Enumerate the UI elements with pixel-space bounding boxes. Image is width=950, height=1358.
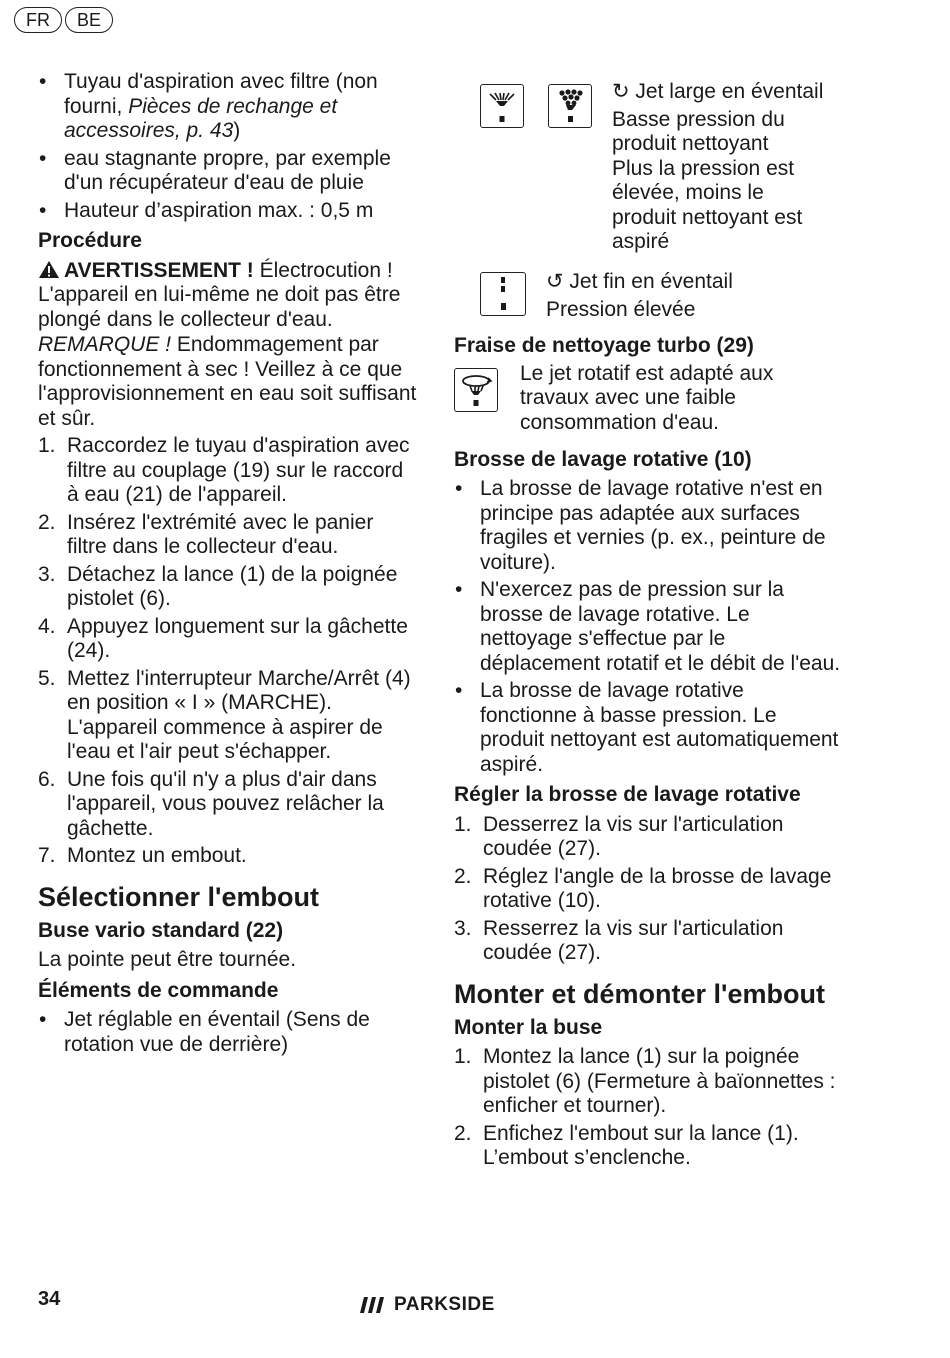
jet-large-title: ↻ Jet large en éventail [612,80,824,103]
warning-label: AVERTISSEMENT ! [64,258,254,282]
list-item: • La brosse de lavage rotative n'est en principe pas adaptée aux surfaces fragiles et vernies (p. ex., peinture de voiture). [454,477,844,575]
regler-steps [454,813,844,966]
turbo-text: Le jet rotatif est adapté aux travaux avec une faible consommation d'eau. [520,361,774,434]
jet-large-text-2: Plus la pression est élevée, moins le produit nettoyant est aspiré [612,156,803,253]
regler-heading: Régler la brosse de lavage rotative [454,783,801,806]
language-badge-be: BE [65,7,113,33]
turbo-heading: Fraise de nettoyage turbo (29) [454,334,754,357]
list-item: • Hauteur d’aspiration max. : 0,5 m [38,199,418,224]
warning-paragraph: AVERTISSEMENT ! Électrocution ! L'appareil en lui-même ne doit pas être plongé dans le collecteur d'eau. [38,258,401,331]
buse-text: La pointe peut être tournée. [38,948,297,971]
list-item: 2. Enfichez l'embout sur la lance (1). L’embout s’enclenche. [454,1121,799,1169]
brosse-bullet-list [454,477,844,777]
section-title-select-nozzle: Sélectionner l'embout [38,881,319,912]
foam-jet-icon [548,84,592,128]
jet-fin-block [454,272,844,330]
list-item: 5. Mettez l'interrupteur Marche/Arrêt (4) en position « I » (MARCHE). L'appareil commence à aspirer de l'eau et l'air peut s'échapper. [38,666,411,763]
list-item: 3. Resserrez la vis sur l'articulation coudée (27). [454,916,784,964]
list-item: • eau stagnante propre, par exemple d'un récupérateur d'eau de pluie [38,147,418,196]
section-title-mount-nozzle: Monter et démonter l'embout [454,978,825,1009]
parkside-stripes-icon [360,1297,386,1313]
list-item: • Tuyau d'aspiration avec filtre (non fourni, Pièces de rechange et accessoires, p. 43) [38,70,418,144]
list-item: 2. Réglez l'angle de la brosse de lavage rotative (10). [454,864,832,912]
right-column [454,80,844,1174]
jet-large-text: Basse pression du produit nettoyant [612,107,785,155]
note-paragraph: REMARQUE ! Endommagement par fonctionnement à sec ! Veillez à ce que l'approvisionnement en eau soit suffisant et sûr. [38,333,417,430]
procedure-heading: Procédure [38,229,142,252]
turbo-nozzle-icon [454,368,498,412]
brosse-heading: Brosse de lavage rotative (10) [454,447,752,471]
list-item: 6. Une fois qu'il n'y a plus d'air dans l'appareil, vous pouvez relâcher la gâchette. [38,767,384,840]
turbo-block [454,361,844,442]
list-item: 1. Montez la lance (1) sur la poignée pistolet (6) (Fermeture à baïonnettes : enficher et tourner). [454,1045,836,1117]
list-item: 1. Raccordez le tuyau d'aspiration avec filtre au couplage (19) sur le raccord à eau (21) de l'appareil. [38,434,410,506]
list-item: 3. Détachez la lance (1) de la poignée pistolet (6). [38,562,398,610]
fine-fan-icon [480,272,526,316]
list-item: 4. Appuyez longuement sur la gâchette (24). [38,614,408,662]
elements-heading: Éléments de commande [38,978,279,1002]
procedure-steps [38,434,418,869]
warning-icon [38,260,60,279]
list-item: • Jet réglable en éventail (Sens de rotation vue de derrière) [38,1008,418,1057]
note-label: REMARQUE ! [38,333,172,356]
monter-steps [454,1045,844,1171]
list-item: 2. Insérez l'extrémité avec le panier filtre dans le collecteur d'eau. [38,510,374,558]
brand-logo [360,1294,495,1316]
brand-name: PARKSIDE [394,1294,495,1315]
jet-fin-title: ↺ Jet fin en éventail [546,270,733,293]
intro-bullet-list [38,70,418,223]
list-item: 1. Desserrez la vis sur l'articulation coudée (27). [454,812,784,860]
language-badges [14,7,113,33]
jet-large-block [454,80,844,268]
page-number: 34 [38,1288,61,1310]
elements-bullet-list [38,1008,418,1057]
left-column [38,70,418,1061]
list-item: 7. Montez un embout. [38,844,247,867]
wide-fan-icon [480,84,524,128]
jet-fin-text: Pression élevée [546,297,696,321]
buse-heading: Buse vario standard (22) [38,918,284,942]
monter-buse-heading: Monter la buse [454,1015,603,1039]
list-item: • La brosse de lavage rotative fonctionne à basse pression. Le produit nettoyant est automatiquement aspiré. [454,679,844,777]
list-item: • N'exercez pas de pression sur la brosse de lavage rotative. Le nettoyage s'effectue par le déplacement rotatif et le débit de l'eau. [454,578,844,676]
language-badge-fr: FR [14,7,62,33]
